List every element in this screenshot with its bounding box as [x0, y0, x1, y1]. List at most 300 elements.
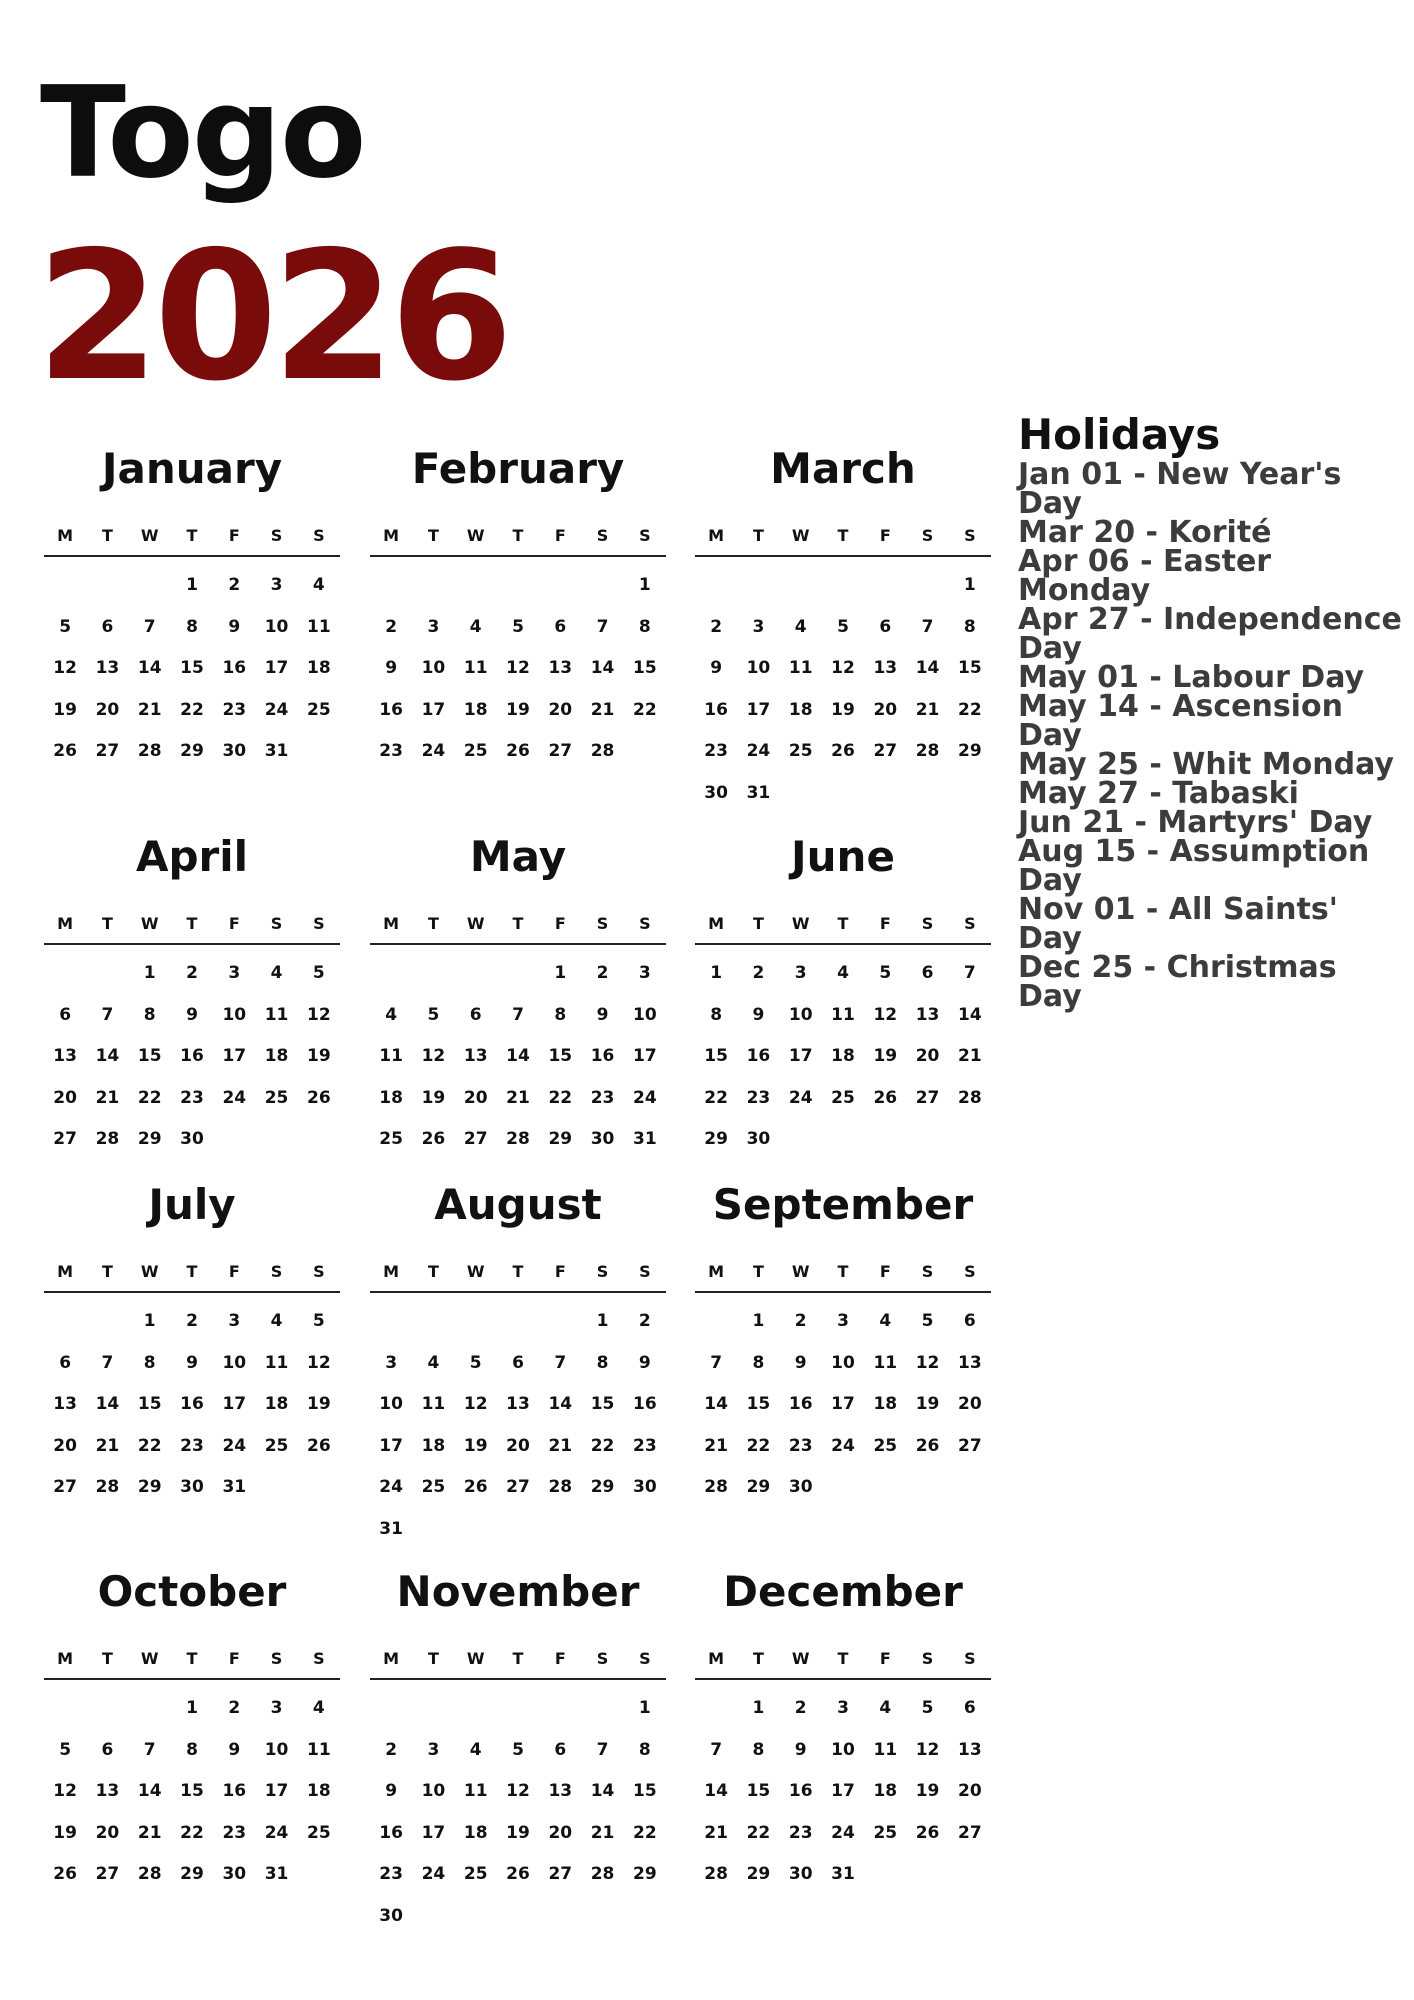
day-cell: 12 [506, 1781, 530, 1801]
day-cell: 29 [746, 1864, 771, 1884]
day-cell: 19 [506, 699, 530, 720]
day-cell: 13 [53, 1394, 77, 1414]
weekday-header [44, 1649, 340, 1680]
day-cell: 11 [307, 1739, 331, 1760]
weekday-label: S [270, 1649, 283, 1668]
day-cell: 23 [633, 1435, 657, 1456]
day-cell: 1 [554, 963, 567, 983]
day-cell: 12 [506, 658, 530, 678]
day-cell: 9 [794, 1739, 807, 1760]
day-cell: 12 [53, 1781, 77, 1801]
weekday-label: T [427, 1649, 439, 1668]
day-cell: 21 [704, 1822, 728, 1843]
day-cell: 28 [915, 741, 940, 761]
month-name: November [396, 1567, 640, 1616]
weekday-header [370, 1649, 666, 1680]
day-cell: 6 [921, 963, 934, 983]
weekday-label: F [228, 526, 240, 545]
empty-cell [44, 1301, 86, 1343]
day-cell: 19 [307, 1394, 331, 1414]
empty-cell [412, 1688, 454, 1730]
day-cell: 18 [831, 1046, 855, 1066]
day-cell: 8 [963, 616, 976, 637]
empty-cell [86, 565, 128, 607]
day-cell: 15 [548, 1046, 573, 1066]
day-cell: 28 [590, 741, 615, 761]
month-august [370, 1181, 666, 1550]
month-name: September [712, 1180, 974, 1229]
day-cell: 29 [746, 1477, 771, 1497]
day-cell: 30 [222, 1864, 247, 1884]
day-cell: 16 [590, 1046, 615, 1066]
weekday-label: M [708, 914, 725, 933]
day-cell: 30 [704, 782, 728, 803]
day-cell: 29 [958, 741, 982, 761]
day-cell: 16 [222, 658, 247, 678]
day-cell: 26 [831, 741, 855, 761]
weekday-label: T [427, 914, 439, 933]
empty-cell [44, 953, 86, 995]
weekday-header [370, 914, 666, 945]
weekday-label: W [140, 1262, 159, 1281]
weekday-label: T [186, 1649, 198, 1668]
empty-cell [412, 1301, 454, 1343]
day-cell: 20 [506, 1435, 530, 1456]
day-cell: 7 [101, 1352, 114, 1373]
weekday-label: S [639, 1649, 651, 1668]
empty-cell [44, 565, 86, 607]
weekday-label: W [791, 1649, 810, 1668]
month-name: January [101, 444, 283, 493]
day-cell: 26 [421, 1129, 446, 1149]
day-cell: 30 [590, 1129, 615, 1149]
weekday-label: F [879, 1649, 891, 1668]
weekday-label: F [879, 526, 891, 545]
day-cell: 24 [746, 741, 771, 761]
day-cell: 9 [752, 1004, 765, 1025]
day-cell: 17 [746, 699, 771, 720]
day-cell: 10 [633, 1004, 657, 1025]
weekday-label: T [186, 526, 198, 545]
day-cell: 13 [873, 658, 898, 678]
day-cell: 5 [59, 616, 72, 637]
day-cell: 4 [837, 963, 849, 983]
day-cell: 24 [421, 741, 446, 761]
weekday-header [695, 1649, 991, 1680]
day-cell: 11 [873, 1739, 898, 1760]
day-cell: 10 [788, 1004, 813, 1025]
day-cell: 4 [385, 1004, 398, 1025]
day-cell: 10 [831, 1352, 855, 1373]
weekday-label: S [270, 1262, 283, 1281]
days-grid [370, 953, 666, 1161]
day-cell: 19 [915, 1394, 940, 1414]
day-cell: 31 [264, 1864, 289, 1884]
day-cell: 23 [746, 1087, 771, 1108]
day-cell: 8 [752, 1352, 765, 1373]
day-cell: 8 [186, 1739, 198, 1760]
weekday-label: S [964, 1649, 976, 1668]
weekday-label: T [427, 1262, 439, 1281]
empty-cell [497, 953, 539, 995]
day-cell: 17 [379, 1435, 403, 1456]
day-cell: 22 [958, 699, 982, 720]
weekday-label: S [596, 1262, 609, 1281]
day-cell: 13 [95, 1781, 120, 1801]
month-december [695, 1568, 991, 1896]
weekday-label: F [228, 914, 240, 933]
day-cell: 16 [633, 1394, 657, 1414]
day-cell: 23 [704, 741, 728, 761]
day-cell: 18 [379, 1087, 403, 1108]
day-cell: 9 [385, 1781, 398, 1801]
day-cell: 27 [53, 1129, 77, 1149]
day-cell: 4 [270, 1311, 283, 1331]
weekday-label: M [57, 914, 74, 933]
day-cell: 29 [548, 1129, 573, 1149]
days-grid [44, 565, 340, 773]
weekday-label: T [752, 914, 764, 933]
day-cell: 3 [752, 616, 765, 637]
day-cell: 17 [831, 1394, 855, 1414]
day-cell: 28 [506, 1129, 530, 1149]
day-cell: 18 [788, 699, 813, 720]
holiday-item: Apr 06 - Easter Monday [1018, 544, 1272, 608]
holidays-panel [1018, 410, 1408, 1014]
day-cell: 16 [379, 1822, 403, 1843]
weekday-label: T [837, 1262, 849, 1281]
day-cell: 27 [548, 1864, 573, 1884]
weekday-label: T [837, 1649, 849, 1668]
weekday-header [695, 914, 991, 945]
day-cell: 6 [469, 1004, 482, 1025]
empty-cell [497, 565, 539, 607]
day-cell: 17 [421, 1822, 446, 1843]
day-cell: 21 [95, 1087, 120, 1108]
empty-cell [737, 565, 779, 607]
weekday-label: M [383, 1262, 400, 1281]
day-cell: 6 [101, 1739, 114, 1760]
empty-cell [864, 565, 906, 607]
day-cell: 25 [379, 1129, 403, 1149]
month-name: May [469, 832, 567, 881]
day-cell: 6 [554, 616, 567, 637]
day-cell: 2 [710, 616, 723, 637]
day-cell: 15 [180, 658, 204, 678]
day-cell: 9 [186, 1352, 198, 1373]
empty-cell [455, 1688, 497, 1730]
day-cell: 26 [506, 1864, 530, 1884]
day-cell: 24 [222, 1087, 247, 1108]
weekday-label: W [791, 914, 810, 933]
day-cell: 9 [710, 658, 723, 678]
weekday-label: M [383, 914, 400, 933]
day-cell: 25 [307, 699, 331, 720]
day-cell: 11 [463, 1781, 488, 1801]
weekday-label: M [383, 526, 400, 545]
month-may [370, 833, 666, 1161]
day-cell: 4 [879, 1311, 892, 1331]
weekday-label: F [554, 914, 566, 933]
day-cell: 29 [633, 1864, 657, 1884]
holiday-item: May 25 - Whit Monday [1018, 747, 1394, 782]
day-cell: 9 [385, 658, 398, 678]
day-cell: 12 [53, 658, 77, 678]
month-name: August [434, 1180, 602, 1229]
holiday-item: May 14 - Ascension Day [1018, 689, 1343, 753]
month-september [695, 1181, 991, 1509]
day-cell: 2 [228, 575, 241, 595]
day-cell: 21 [958, 1046, 982, 1066]
day-cell: 5 [312, 963, 325, 983]
day-cell: 16 [180, 1394, 204, 1414]
days-grid [44, 1688, 340, 1896]
weekday-label: W [140, 914, 159, 933]
empty-cell [497, 1301, 539, 1343]
day-cell: 2 [794, 1311, 807, 1331]
weekday-label: S [639, 526, 651, 545]
weekday-header [695, 1262, 991, 1293]
day-cell: 18 [463, 1822, 488, 1843]
weekday-label: T [186, 1262, 198, 1281]
day-cell: 20 [915, 1046, 940, 1066]
day-cell: 2 [385, 1739, 398, 1760]
day-cell: 7 [143, 1739, 156, 1760]
day-cell: 21 [915, 699, 940, 720]
day-cell: 29 [137, 1477, 162, 1497]
day-cell: 6 [963, 1698, 976, 1718]
day-cell: 7 [596, 1739, 609, 1760]
day-cell: 5 [921, 1311, 934, 1331]
day-cell: 25 [873, 1822, 898, 1843]
weekday-label: T [186, 914, 198, 933]
day-cell: 12 [915, 1739, 940, 1760]
day-cell: 7 [101, 1004, 114, 1025]
day-cell: 27 [53, 1477, 77, 1497]
day-cell: 10 [222, 1004, 247, 1025]
day-cell: 31 [379, 1518, 403, 1539]
weekday-label: F [554, 526, 566, 545]
day-cell: 3 [270, 575, 283, 595]
days-grid [370, 1301, 666, 1550]
day-cell: 16 [704, 699, 728, 720]
holidays-title: Holidays [1018, 410, 1221, 459]
day-cell: 6 [59, 1004, 72, 1025]
day-cell: 19 [421, 1087, 446, 1108]
day-cell: 26 [915, 1822, 940, 1843]
day-cell: 11 [379, 1046, 403, 1066]
day-cell: 5 [879, 963, 892, 983]
month-name: October [97, 1567, 287, 1616]
day-cell: 30 [746, 1129, 771, 1149]
day-cell: 1 [186, 1698, 198, 1718]
year-title: 2026 [36, 213, 508, 420]
day-cell: 13 [915, 1004, 940, 1025]
day-cell: 24 [831, 1435, 855, 1456]
empty-cell [370, 1301, 412, 1343]
day-cell: 16 [788, 1781, 813, 1801]
day-cell: 17 [831, 1781, 855, 1801]
holiday-item: Jan 01 - New Year's Day [1018, 457, 1342, 521]
day-cell: 1 [710, 963, 723, 983]
day-cell: 7 [143, 616, 156, 637]
holiday-item: Nov 01 - All Saints' Day [1018, 892, 1338, 956]
weekday-label: F [228, 1649, 240, 1668]
days-grid [44, 1301, 340, 1509]
day-cell: 20 [95, 699, 120, 720]
day-cell: 2 [596, 963, 609, 983]
day-cell: 22 [633, 699, 657, 720]
month-november [370, 1568, 666, 1937]
day-cell: 7 [921, 616, 934, 637]
day-cell: 5 [837, 616, 849, 637]
day-cell: 4 [312, 1698, 325, 1718]
month-october [44, 1568, 340, 1896]
month-name: July [148, 1180, 236, 1229]
empty-cell [780, 565, 822, 607]
day-cell: 17 [264, 1781, 289, 1801]
day-cell: 7 [512, 1004, 524, 1025]
day-cell: 1 [186, 575, 198, 595]
weekday-label: M [57, 1262, 74, 1281]
day-cell: 1 [143, 963, 156, 983]
day-cell: 1 [638, 1698, 651, 1718]
day-cell: 11 [831, 1004, 855, 1025]
day-cell: 10 [379, 1394, 403, 1414]
day-cell: 28 [704, 1477, 728, 1497]
day-cell: 14 [590, 658, 615, 678]
day-cell: 21 [506, 1087, 530, 1108]
day-cell: 23 [379, 741, 403, 761]
weekday-label: T [752, 526, 764, 545]
weekday-label: S [639, 914, 651, 933]
day-cell: 6 [59, 1352, 72, 1373]
day-cell: 14 [704, 1394, 728, 1414]
day-cell: 25 [873, 1435, 898, 1456]
weekday-header [44, 914, 340, 945]
day-cell: 2 [186, 1311, 198, 1331]
day-cell: 4 [879, 1698, 892, 1718]
day-cell: 16 [746, 1046, 771, 1066]
day-cell: 19 [53, 1822, 77, 1843]
weekday-label: S [313, 1649, 325, 1668]
weekday-label: S [964, 1262, 976, 1281]
day-cell: 27 [463, 1129, 488, 1149]
day-cell: 29 [137, 1129, 162, 1149]
day-cell: 22 [746, 1822, 771, 1843]
day-cell: 5 [512, 1739, 524, 1760]
day-cell: 17 [222, 1046, 247, 1066]
empty-cell [44, 1688, 86, 1730]
day-cell: 9 [596, 1004, 609, 1025]
day-cell: 31 [264, 741, 289, 761]
day-cell: 17 [633, 1046, 657, 1066]
day-cell: 24 [831, 1822, 855, 1843]
weekday-label: W [791, 526, 810, 545]
day-cell: 3 [837, 1698, 849, 1718]
day-cell: 16 [222, 1781, 247, 1801]
day-cell: 6 [554, 1739, 567, 1760]
weekday-label: T [837, 526, 849, 545]
month-name: March [770, 444, 916, 493]
month-name: June [791, 832, 895, 881]
day-cell: 2 [228, 1698, 241, 1718]
day-cell: 8 [710, 1004, 723, 1025]
day-cell: 8 [554, 1004, 567, 1025]
weekday-label: T [101, 914, 113, 933]
day-cell: 24 [421, 1864, 446, 1884]
day-cell: 30 [379, 1905, 403, 1926]
day-cell: 21 [95, 1435, 120, 1456]
day-cell: 3 [427, 616, 440, 637]
day-cell: 29 [180, 741, 204, 761]
weekday-label: S [921, 1262, 934, 1281]
empty-cell [539, 1688, 581, 1730]
day-cell: 8 [596, 1352, 609, 1373]
day-cell: 22 [746, 1435, 771, 1456]
day-cell: 22 [590, 1435, 615, 1456]
day-cell: 11 [788, 658, 813, 678]
day-cell: 4 [794, 616, 807, 637]
weekday-label: T [752, 1649, 764, 1668]
weekday-label: T [101, 1649, 113, 1668]
day-cell: 27 [548, 741, 573, 761]
weekday-label: M [708, 1262, 725, 1281]
month-name: April [135, 832, 249, 881]
day-cell: 19 [307, 1046, 331, 1066]
day-cell: 30 [788, 1864, 813, 1884]
day-cell: 31 [222, 1477, 247, 1497]
empty-cell [695, 1301, 737, 1343]
weekday-label: S [639, 1262, 651, 1281]
day-cell: 21 [137, 699, 162, 720]
day-cell: 1 [596, 1311, 609, 1331]
day-cell: 24 [379, 1477, 403, 1497]
day-cell: 25 [264, 1435, 289, 1456]
day-cell: 5 [512, 616, 524, 637]
day-cell: 12 [307, 1352, 331, 1373]
weekday-label: S [596, 1649, 609, 1668]
weekday-label: W [466, 1262, 485, 1281]
day-cell: 2 [794, 1698, 807, 1718]
day-cell: 25 [463, 1864, 488, 1884]
day-cell: 18 [463, 699, 488, 720]
weekday-label: T [101, 1262, 113, 1281]
day-cell: 23 [180, 1087, 204, 1108]
day-cell: 14 [704, 1781, 728, 1801]
day-cell: 11 [873, 1352, 898, 1373]
day-cell: 13 [548, 1781, 573, 1801]
day-cell: 10 [264, 616, 289, 637]
day-cell: 9 [638, 1352, 651, 1373]
day-cell: 28 [590, 1864, 615, 1884]
day-cell: 19 [463, 1435, 488, 1456]
weekday-label: S [596, 914, 609, 933]
weekday-header [44, 1262, 340, 1293]
day-cell: 8 [638, 1739, 651, 1760]
day-cell: 28 [137, 1864, 162, 1884]
day-cell: 3 [228, 1311, 241, 1331]
day-cell: 22 [137, 1087, 162, 1108]
day-cell: 21 [704, 1435, 728, 1456]
day-cell: 14 [548, 1394, 573, 1414]
day-cell: 8 [752, 1739, 765, 1760]
day-cell: 28 [95, 1477, 120, 1497]
day-cell: 29 [180, 1864, 204, 1884]
day-cell: 4 [469, 616, 482, 637]
empty-cell [906, 565, 948, 607]
day-cell: 28 [548, 1477, 573, 1497]
